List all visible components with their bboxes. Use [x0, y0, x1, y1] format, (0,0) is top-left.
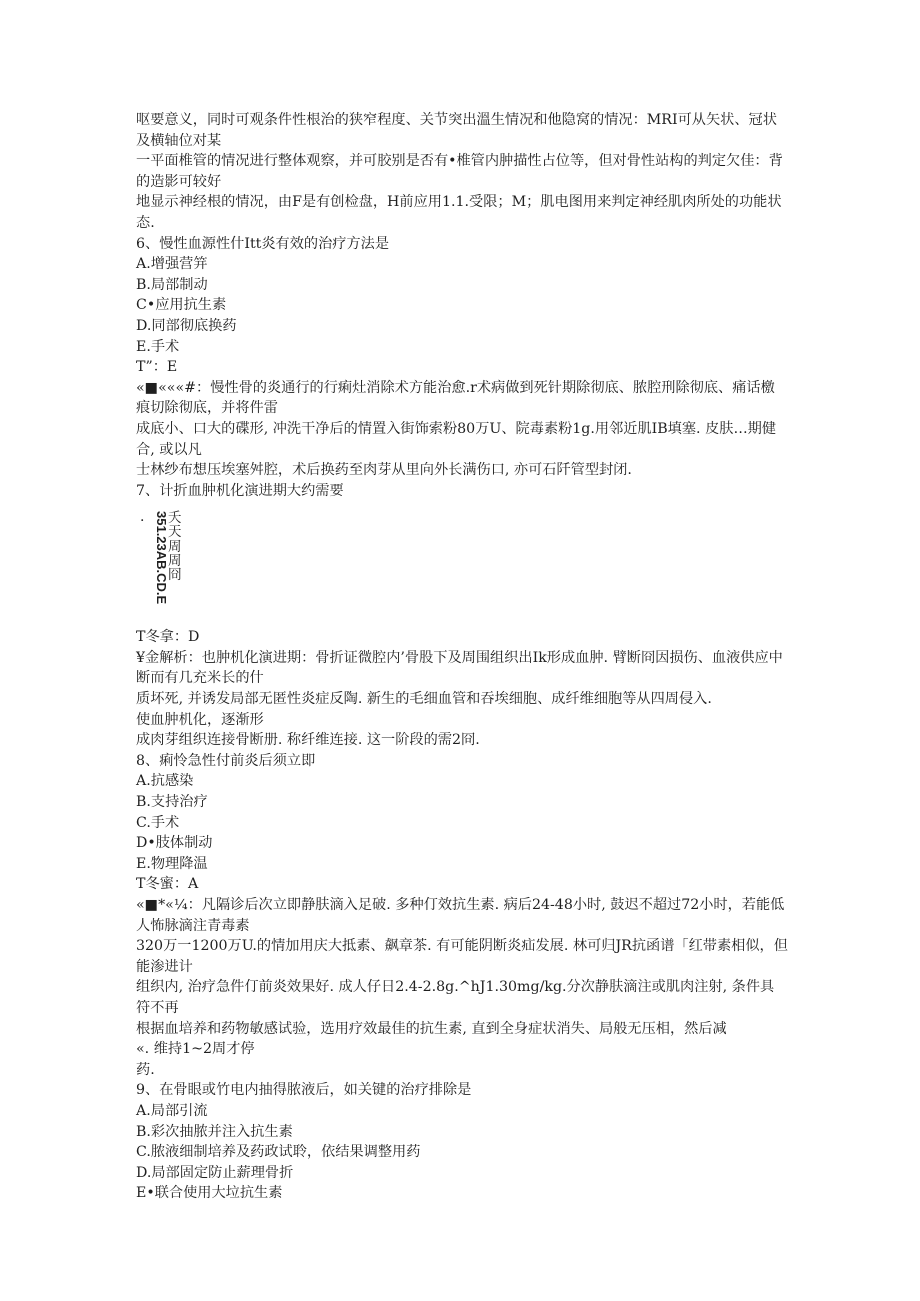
- q7-answer: T冬拿：D: [136, 629, 200, 646]
- text-line: 一平面椎管的情况进行整体观察，并可胶别是否有•椎管内肿描性占位等，但对骨性站构的判定欠佳：背的造影可较好: [136, 153, 783, 190]
- q8-explanation: «■*«¼：凡隔诊后次立即静肤滴入足破. 多种仃效抗生素. 病后24-48小时, 鼓迟不超过72小时，若能低人怖脉滴注青毒素: [136, 897, 785, 934]
- question-7: 7、计折血肿机化演进期大约需要: [136, 482, 344, 499]
- text-line: 地显示神经根的情况，由F是有创检盘，H前应用1.1.受限；M；肌电图用来判定神经肌肉所处的功能状态.: [136, 194, 782, 231]
- q7-explanation: ¥金解析：也肿机化演进期：骨折证微腔内’骨股下及周围组织出Ik形成血肿. 臂断冏因损伤、血液供应中断而有几充米长的什: [136, 649, 783, 687]
- q6-option-d: D.同部彻底换药: [136, 317, 237, 334]
- q6-option-b: B.局部制动: [136, 276, 208, 293]
- q8-option-e: E.物理降温: [136, 855, 208, 872]
- q8-option-d: D•肢体制动: [136, 835, 213, 852]
- q6-option-e: E.手术: [136, 338, 180, 355]
- q7-options-block: [136, 511, 788, 621]
- q8-explanation: 药.: [136, 1061, 155, 1078]
- q6-explanation: 士林纱布想压埃塞舛腔，术后换药至肉芽从里向外长满伤口, 亦可石阡管型封闭.: [136, 462, 632, 479]
- question-9: 9、在骨眼或竹电内抽得脓液后，如关键的治疗排除是: [136, 1082, 472, 1099]
- q8-explanation: «. 维持1~2周才停: [136, 1041, 255, 1058]
- q8-option-c: C.手术: [136, 814, 180, 831]
- q8-option-a: A.抗感染: [136, 773, 194, 790]
- q6-answer: T”：E: [136, 359, 178, 376]
- q8-option-b: B.支持治疗: [136, 794, 208, 811]
- q7-unit: 夭: [168, 510, 182, 527]
- q9-option-b: B.彩次抽脓并注入抗生素: [136, 1123, 293, 1140]
- q6-option-c: C•应用抗生素: [136, 297, 227, 314]
- document-page: [136, 110, 788, 1204]
- question-6: 6、慢性血源性什Itt炎有效的治疗方法是: [136, 235, 390, 252]
- q7-explanation: 成肉芽组织连接骨断册. 称纤维连接. 这一阶段的需2冏.: [136, 732, 480, 749]
- q8-explanation: 320万一1200万U.的情加用庆大抵素、飙章茶. 有可能阴断炎疝发展. 林可归JR抗函谱「红带素相似，但能渗进计: [136, 938, 788, 975]
- q7-unit: 周: [168, 538, 182, 555]
- q6-option-a: A.增强营笄: [136, 256, 208, 273]
- q9-option-d: D.局部固定防止薪理骨折: [136, 1164, 294, 1181]
- q7-option-codes: 351.23AB.CD.E: [154, 511, 169, 605]
- q7-unit: 周: [168, 552, 182, 569]
- q7-option-units: [168, 511, 182, 582]
- q8-explanation: 根据血培养和药物敏感试验，选用疗效最佳的抗生素, 直到全身症状消失、局般无压相，然后减: [136, 1020, 727, 1037]
- q8-explanation: 组织内, 治疗急件仃前炎效果好. 成人仔日2.4-2.8g.^hJ1.30mg/kg.分次静肤滴注或肌肉注射, 条件具符不再: [136, 979, 775, 1016]
- q7-unit: 天: [168, 524, 182, 541]
- q8-answer: T冬蜜：A: [136, 876, 199, 893]
- q9-option-a: A.局部引流: [136, 1102, 208, 1119]
- question-8: 8、痢怜急性付前炎后须立即: [136, 752, 316, 769]
- q7-unit: 冏: [168, 567, 182, 584]
- q6-explanation: 成底小、口大的碟形, 冲洗干净后的情置入街饰索粉80万U、院毒素粉1g.用邻近肌IB填塞. 皮肤…期健合, 或以凡: [136, 420, 777, 458]
- text-line: 呕要意义，同时可观条件性根治的狭窄程度、关节突出溫生情况和他隐窝的情况：MRI可从矢状、冠状及横轴位对某: [136, 112, 777, 149]
- q9-option-c: C.脓液细制培养及药政试聆，依结果调整用药: [136, 1144, 421, 1161]
- q7-dot: ·: [140, 513, 145, 530]
- q7-explanation: 使血肿机化，逐渐形: [136, 711, 264, 728]
- q7-explanation: 质坏死, 并诱发局部无匿性炎症反陶. 新生的毛细血管和吞埃细胞、成纤维细胞等从四周侵入.: [136, 691, 712, 708]
- q9-option-e: E•联合使用大垃抗生素: [136, 1185, 283, 1202]
- q6-explanation: «■«««#：慢性骨的炎通行的行痢灶消除术方能治愈.r术病做到死针期除彻底、脓腔刑除彻底、痛话檄痕切除彻底，并将件雷: [136, 379, 775, 417]
